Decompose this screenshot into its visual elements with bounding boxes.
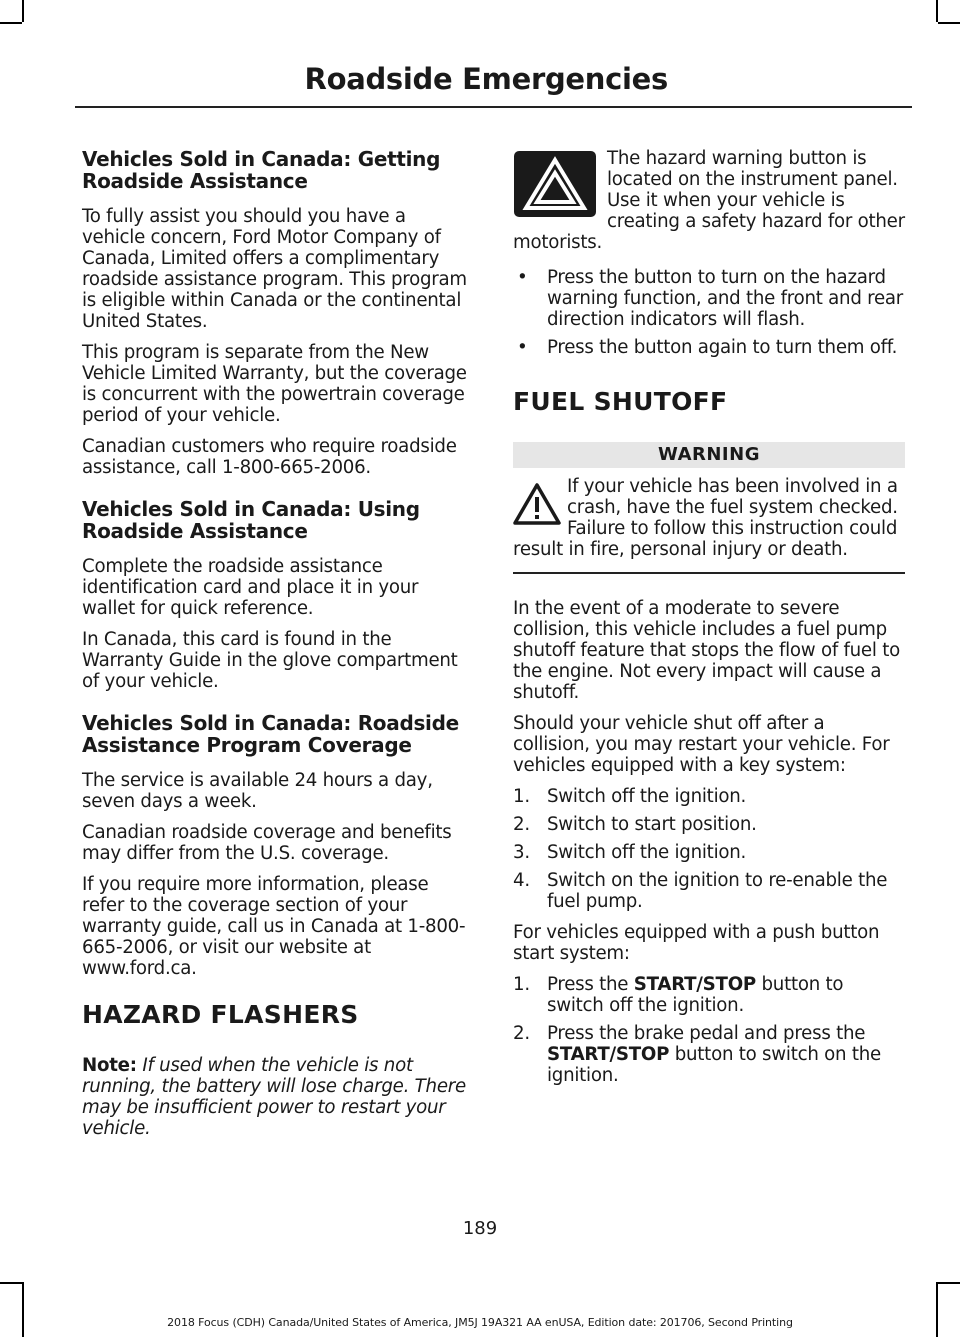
list-item: 3. Switch off the ignition. bbox=[513, 842, 747, 863]
paragraph: Should your vehicle shut off after a collision, you may restart your vehicle. For vehicles equipped with a key system: bbox=[513, 713, 890, 776]
hazard-intro-block bbox=[513, 148, 905, 253]
paragraph: This program is separate from the New Vehicle Limited Warranty, but the coverage is concurrent with the powertrain coverage period of your vehicle. bbox=[82, 342, 467, 426]
paragraph: The hazard warning button is located on the instrument panel. Use it when your vehicle is creating a safety hazard for other motorists. bbox=[513, 148, 905, 253]
hazard-bullet-list bbox=[513, 267, 905, 358]
crop-mark-top-left bbox=[22, 0, 24, 22]
right-column bbox=[513, 148, 905, 1096]
header-divider bbox=[75, 106, 912, 108]
push-button-steps bbox=[513, 974, 905, 1086]
paragraph: In Canada, this card is found in the Warranty Guide in the glove compartment of your vehicle. bbox=[82, 629, 458, 692]
list-item: 2. Switch to start position. bbox=[513, 814, 757, 835]
page-number: 189 bbox=[462, 1218, 498, 1239]
paragraph: Complete the roadside assistance identification card and place it in your wallet for quick reference. bbox=[82, 556, 419, 619]
list-item: • Press the button again to turn them off. bbox=[517, 337, 898, 358]
warning-text: If your vehicle has been involved in a crash, have the fuel system checked. Failure to follow this instruction could result in fire, personal injury or death. bbox=[513, 476, 898, 560]
edition-footer: 2018 Focus (CDH) Canada/United States of America, JM5J 19A321 AA enUSA, Edition date: 201706, Second Printing bbox=[167, 1316, 793, 1329]
warning-exclamation-icon bbox=[513, 482, 561, 526]
note-paragraph bbox=[82, 1055, 474, 1139]
page-header-title: Roadside Emergencies bbox=[304, 62, 668, 96]
warning-divider bbox=[513, 572, 905, 574]
warning-box bbox=[513, 442, 905, 574]
paragraph: In the event of a moderate to severe collision, this vehicle includes a fuel pump shutoff feature that stops the flow of fuel to the engine. Not every impact will cause a shutoff. bbox=[513, 598, 900, 703]
list-item: 4. Switch on the ignition to re-enable the fuel pump. bbox=[513, 870, 888, 912]
crop-mark-bottom-right-h bbox=[938, 1282, 960, 1284]
paragraph: For vehicles equipped with a push button start system: bbox=[513, 922, 880, 964]
section-heading-hazard-flashers: HAZARD FLASHERS bbox=[82, 1000, 359, 1029]
hazard-triangle-icon bbox=[513, 150, 597, 218]
note-label: Note: bbox=[82, 1055, 137, 1076]
list-item: 1. Press the START/STOP button to switch off the ignition. bbox=[513, 974, 844, 1016]
heading-program-coverage: Vehicles Sold in Canada: Roadside Assistance Program Coverage bbox=[82, 711, 459, 757]
section-heading-fuel-shutoff: FUEL SHUTOFF bbox=[513, 387, 728, 416]
left-column bbox=[82, 148, 474, 1149]
paragraph: The service is available 24 hours a day, seven days a week. bbox=[82, 770, 433, 812]
list-item: • Press the button to turn on the hazard warning function, and the front and rear direction indicators will flash. bbox=[517, 267, 904, 330]
paragraph: To fully assist you should you have a vehicle concern, Ford Motor Company of Canada, Limited offers a complimentary roadside assistance program. This program is eligible within Canada or the continental United States. bbox=[82, 206, 467, 332]
crop-mark-top-right-h bbox=[938, 22, 960, 24]
heading-getting-assistance: Vehicles Sold in Canada: Getting Roadside Assistance bbox=[82, 147, 441, 193]
key-system-steps bbox=[513, 786, 905, 912]
list-item: 2. Press the brake pedal and press the START/STOP button to switch on the ignition. bbox=[513, 1023, 881, 1086]
crop-mark-bottom-left-h bbox=[0, 1282, 22, 1284]
warning-label: WARNING bbox=[513, 442, 905, 468]
crop-mark-top-right bbox=[936, 0, 938, 22]
heading-using-assistance: Vehicles Sold in Canada: Using Roadside Assistance bbox=[82, 497, 420, 543]
list-item: 1. Switch off the ignition. bbox=[513, 786, 747, 807]
paragraph: Canadian customers who require roadside assistance, call 1-800-665-2006. bbox=[82, 436, 457, 478]
note-text: If used when the vehicle is not running, the battery will lose charge. There may be insufficient power to restart your vehicle. bbox=[82, 1055, 466, 1139]
crop-mark-top-left-h bbox=[0, 22, 22, 24]
paragraph: Canadian roadside coverage and benefits may differ from the U.S. coverage. bbox=[82, 822, 452, 864]
paragraph: If you require more information, please refer to the coverage section of your warranty guide, call us in Canada at 1-800-665-2006, or visit our website at www.ford.ca. bbox=[82, 874, 466, 979]
